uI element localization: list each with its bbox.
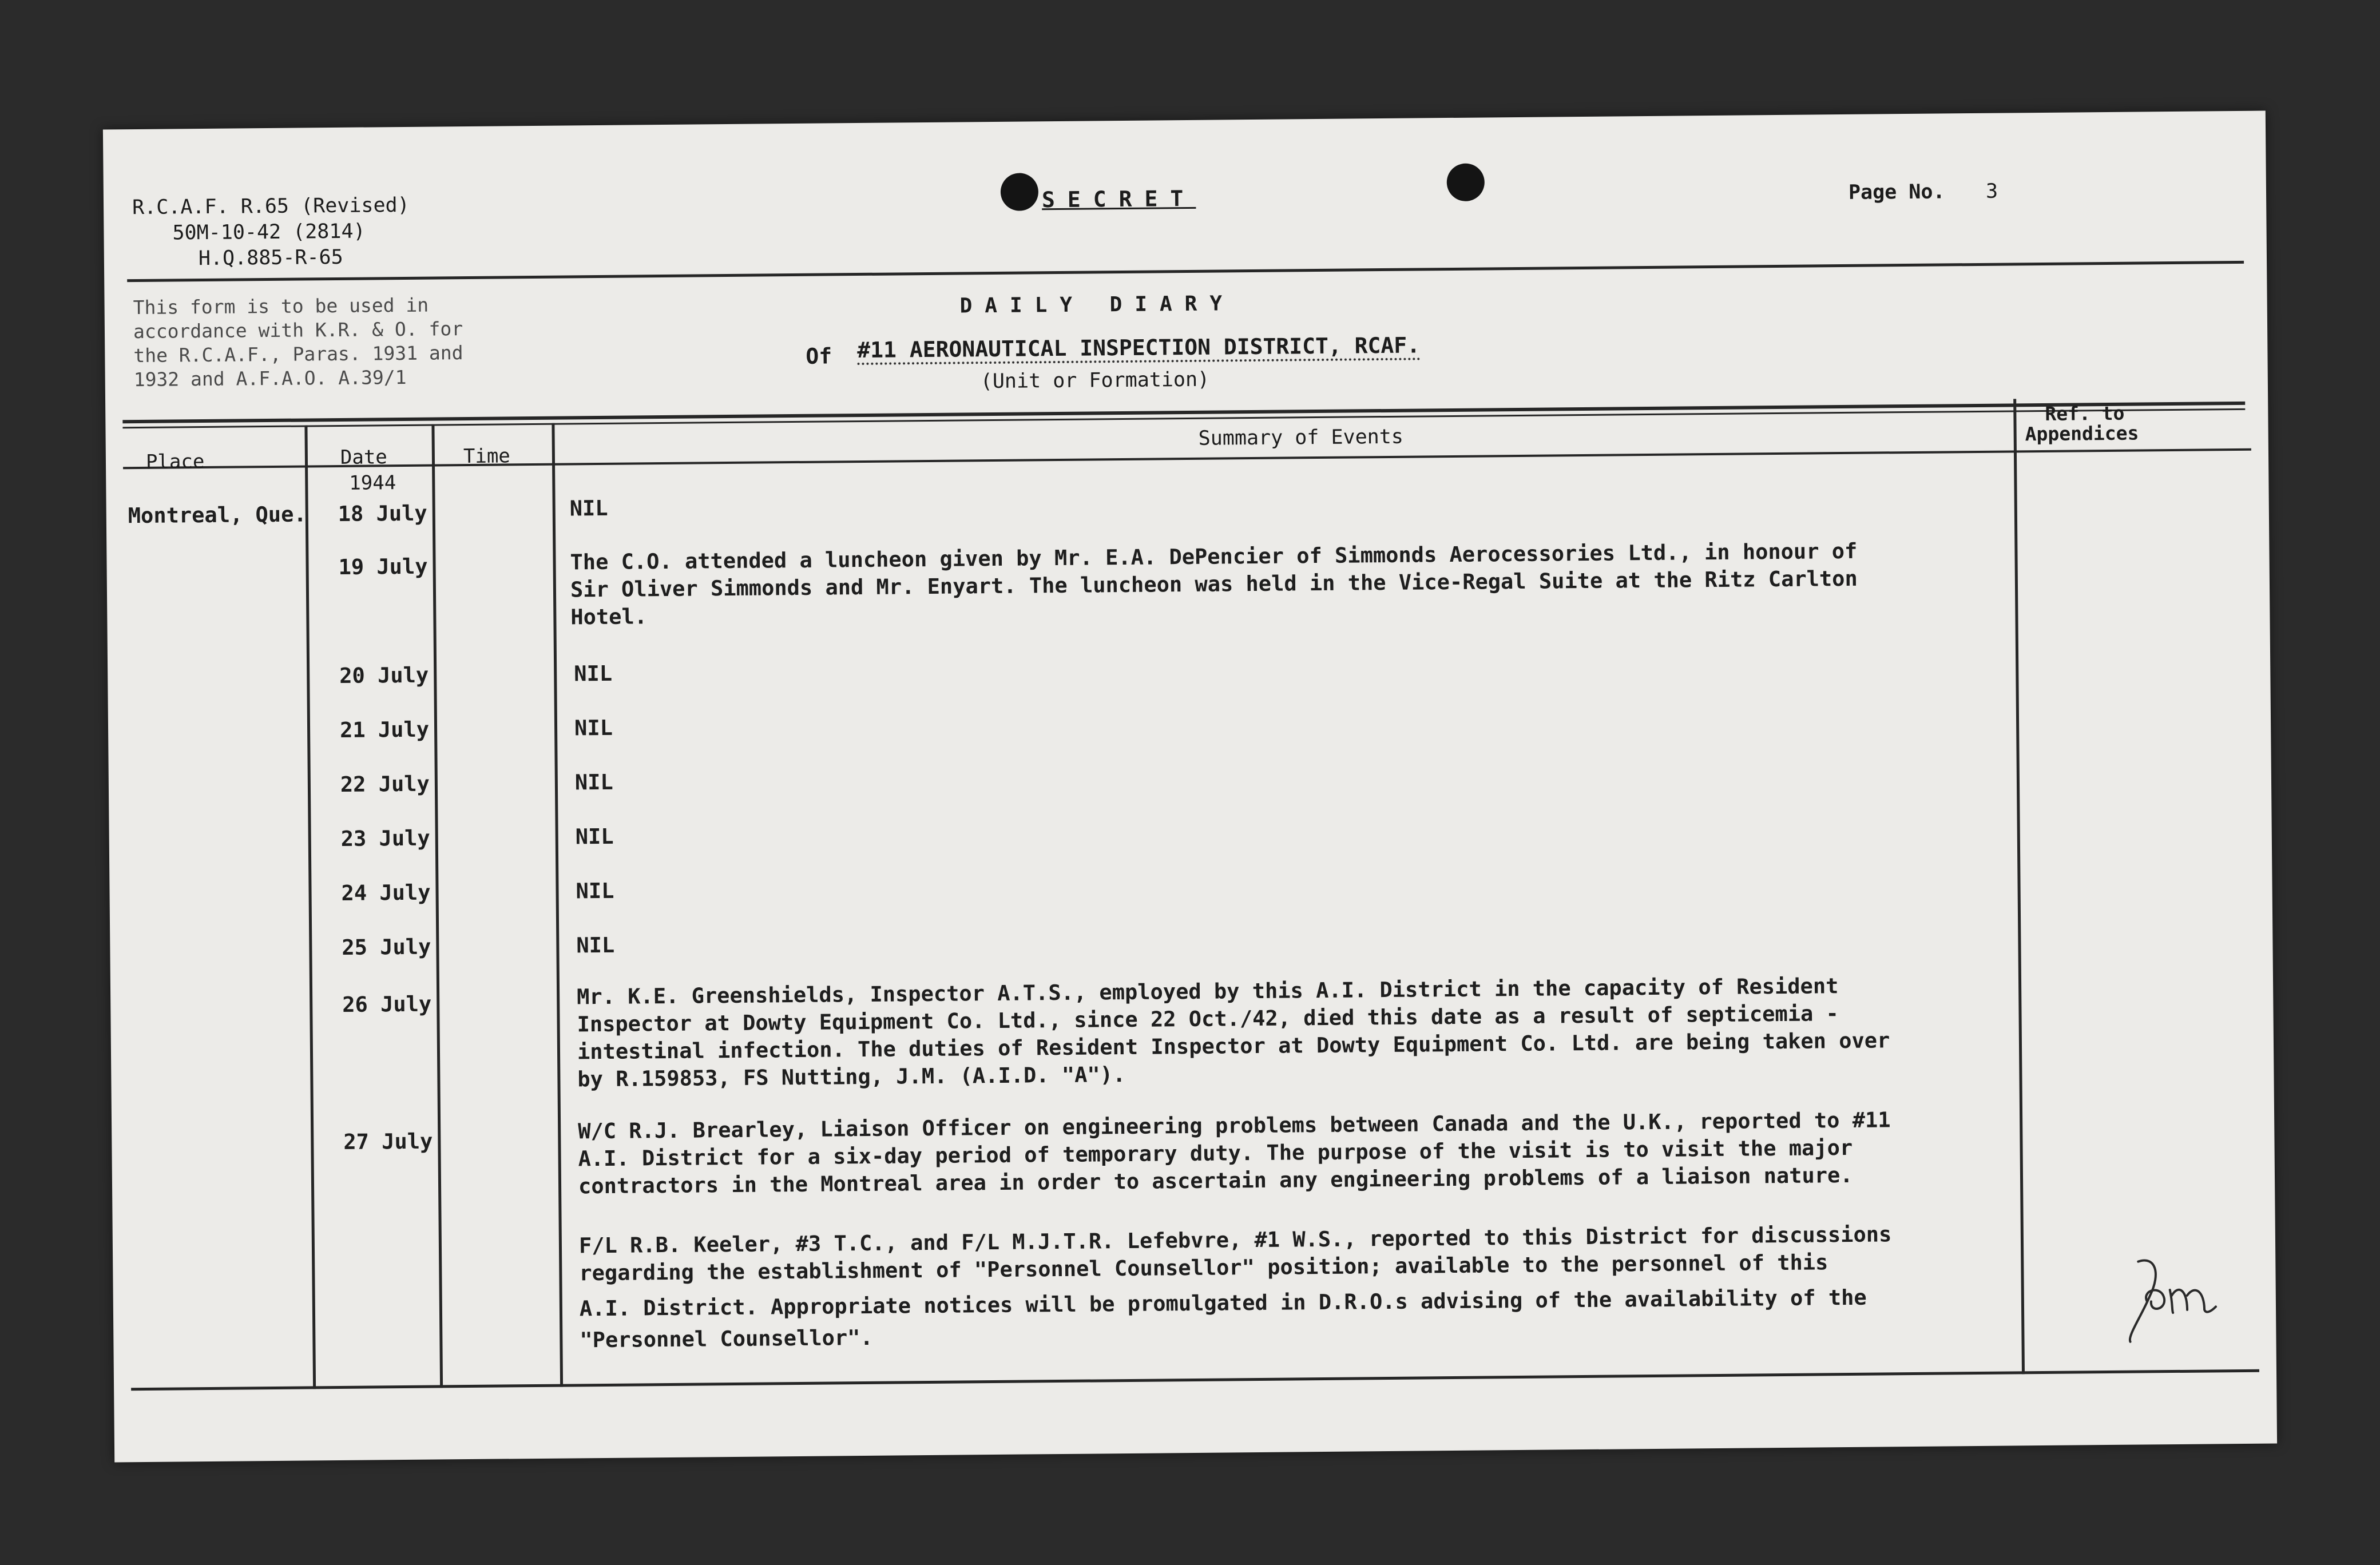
column-header-place: Place (145, 450, 205, 474)
date-cell: 19 July (338, 554, 428, 579)
summary-line: NIL (574, 769, 613, 795)
rule (127, 261, 2244, 282)
summary-line: The C.O. attended a luncheon given by Mr. E.A. DePencier of Simmonds Aerocessories Ltd., in honour of (570, 538, 1858, 575)
summary-line: NIL (574, 661, 613, 686)
form-instructions-line: accordance with K.R. & O. for (133, 317, 463, 343)
summary-line: NIL (575, 824, 614, 849)
summary-line: NIL (576, 878, 614, 904)
punch-hole (1447, 163, 1485, 201)
column-header-date: Date (340, 446, 387, 469)
summary-line: Sir Oliver Simmonds and Mr. Enyart. The luncheon was held in the Vice-Regal Suite at the Ritz Carlton (570, 566, 1858, 602)
form-instructions-line: the R.C.A.F., Paras. 1931 and (133, 341, 463, 367)
summary-line: "Personnel Counsellor". (580, 1325, 873, 1353)
summary-line: W/C R.J. Brearley, Liaison Officer on engineering problems between Canada and the U.K., reported to #11 (578, 1107, 1891, 1144)
place-cell: Montreal, Que. (128, 502, 307, 529)
summary-line: NIL (569, 495, 608, 521)
summary-line: A.I. District for a six-day period of temporary duty. The purpose of the visit is to visit the major (578, 1135, 1853, 1171)
date-cell: 18 July (338, 501, 427, 526)
summary-line: NIL (576, 932, 615, 958)
form-instructions-line: This form is to be used in (133, 293, 429, 319)
column-divider (2013, 399, 2025, 1374)
document-title: DAILY DIARY (959, 292, 1235, 318)
summary-line: Inspector at Dowty Equipment Co. Ltd., since 22 Oct./42, died this date as a result of septicemia - (577, 1001, 1839, 1037)
column-header-year: 1944 (349, 471, 396, 495)
date-cell: 21 July (339, 717, 430, 742)
date-cell: 26 July (342, 991, 432, 1017)
summary-line: A.I. District. Appropriate notices will be promulgated in D.R.O.s advising of the availability of the (579, 1285, 1867, 1321)
classification-stamp: SECRET (1041, 185, 1196, 213)
date-cell: 27 July (343, 1129, 433, 1154)
of-label: Of (806, 343, 832, 369)
form-hq-reference: H.Q.885-R-65 (198, 245, 343, 271)
date-cell: 22 July (340, 771, 430, 797)
date-cell: 20 July (339, 662, 429, 688)
summary-line: Hotel. (570, 604, 648, 630)
form-number: R.C.A.F. R.65 (Revised) (132, 193, 410, 220)
summary-line: NIL (574, 715, 613, 741)
column-divider (304, 425, 316, 1389)
handwritten-initials (2115, 1249, 2230, 1348)
header-bottom-rule (123, 448, 2251, 469)
summary-line: Mr. K.E. Greenshields, Inspector A.T.S., employed by this A.I. District in the capacity of Resident (576, 974, 1839, 1010)
unit-name: #11 AERONAUTICAL INSPECTION DISTRICT, RCAF. (857, 332, 1420, 365)
date-cell: 24 July (341, 880, 431, 905)
column-header-time: Time (463, 444, 510, 468)
summary-line: regarding the establishment of "Personnel Counsellor" position; available to the personnel of this (579, 1250, 1828, 1286)
form-print-code: 50M-10-42 (2814) (172, 220, 366, 245)
summary-line: F/L R.B. Keeler, #3 T.C., and F/L M.J.T.R. Lefebvre, #1 W.S., reported to this District for discussions (578, 1222, 1892, 1258)
page-label: Page No. (1848, 180, 1945, 204)
form-instructions-line: 1932 and A.F.A.O. A.39/1 (133, 366, 407, 391)
date-cell: 25 July (342, 934, 431, 960)
date-cell: 23 July (340, 825, 430, 851)
column-header-ref: Appendices (2025, 422, 2139, 446)
column-header-summary: Summary of Events (1198, 425, 1404, 450)
summary-line: intestinal infection. The duties of Resident Inspector at Dowty Equipment Co. Ltd. are being taken over (577, 1028, 1890, 1064)
summary-line: contractors in the Montreal area in order to ascertain any engineering problems of a liaison nature. (578, 1162, 1853, 1199)
page-number: 3 (1985, 180, 1998, 203)
column-header-ref: Ref. to (2045, 402, 2125, 425)
punch-hole (1001, 173, 1039, 211)
diary-page (103, 111, 2277, 1463)
column-divider (431, 424, 443, 1388)
summary-line: by R.159853, FS Nutting, J.M. (A.I.D. "A"). (577, 1062, 1126, 1092)
column-divider (552, 423, 563, 1387)
table-bottom-rule (131, 1369, 2259, 1391)
unit-caption: (Unit or Formation) (980, 368, 1210, 394)
